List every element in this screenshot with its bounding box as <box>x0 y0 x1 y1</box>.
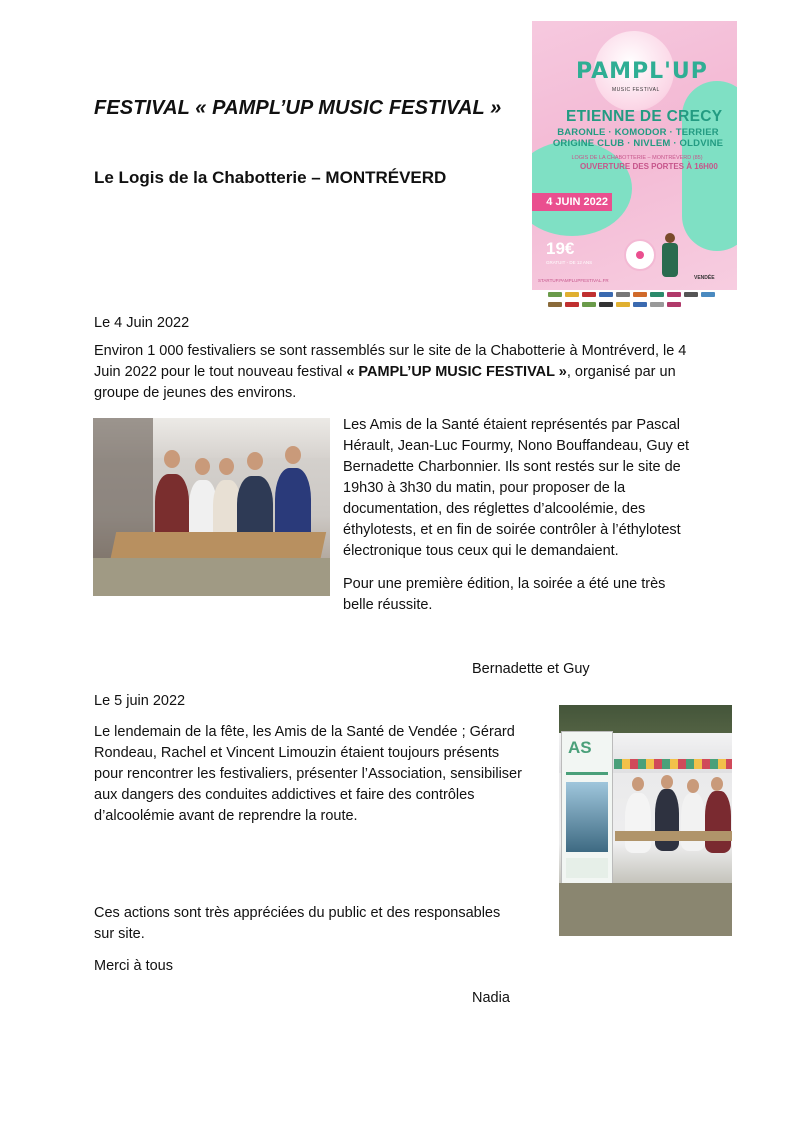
intro-festival-name: « PAMPL’UP MUSIC FESTIVAL » <box>346 364 567 380</box>
thanks-line: Merci à tous <box>94 958 173 974</box>
poster-logo: PAMPL'UP <box>576 59 708 84</box>
poster-price: 19€ <box>546 239 575 258</box>
sponsor-logos-strip <box>548 292 723 308</box>
signature-nadia: Nadia <box>472 990 510 1006</box>
poster-headliner: ETIENNE DE CRECY <box>566 108 723 125</box>
date-june-4: Le 4 Juin 2022 <box>94 315 190 331</box>
poster-website: STARTUP.PAMPLUPFESTIVAL.FR <box>538 278 609 283</box>
poster-lineup-2: ORIGINE CLUB · NIVLEM · OLDVINE <box>552 138 724 149</box>
photo-association-tent <box>559 705 732 936</box>
intro-text-after: , organisé par un groupe de jeunes des environs. <box>94 364 676 401</box>
festival-poster-image <box>532 21 737 290</box>
page-title: FESTIVAL « PAMPL’UP MUSIC FESTIVAL » <box>94 97 502 119</box>
date-june-5: Le 5 juin 2022 <box>94 693 186 709</box>
poster-price-note: GRATUIT - DE 12 ANS <box>546 260 593 265</box>
signature-bernadette-guy: Bernadette et Guy <box>472 661 590 677</box>
poster-lineup-1: BARONLE · KOMODOR · TERRIER <box>557 127 719 138</box>
intro-text-before: Environ 1 000 festivaliers se sont rassemblés sur le site de la Chabotterie à Montréverd, le 4 Juin 2022 pour le tout nouveau festival <box>94 343 687 380</box>
intro-paragraph <box>94 341 706 404</box>
closing-paragraph: Ces actions sont très appréciées du public et des responsables sur site. <box>94 905 501 942</box>
next-day-paragraph: Le lendemain de la fête, les Amis de la Santé de Vendée ; Gérard Rondeau, Rachel et Vincent Limouzin étaient toujours présents pour rencontrer les festivaliers, présenter l’Association, sensibiliser aux dangers des conduites addictives et faire des contrôles d’alcoolémie avant de reprendre la route. <box>94 724 522 824</box>
poster-venue: LOGIS DE LA CHABOTTERIE – MONTRÉVERD (85) <box>571 155 703 161</box>
poster-sponsor-logo: VENDÉE <box>694 275 715 281</box>
poster-doors: OUVERTURE DES PORTES À 16H00 <box>580 162 718 171</box>
trumpet-player-illustration <box>660 233 680 277</box>
vinyl-record-icon <box>624 239 656 271</box>
representatives-paragraph: Les Amis de la Santé étaient représentés par Pascal Hérault, Jean-Luc Fourmy, Nono Bouffandeau, Guy et Bernadette Charbonnier. Ils sont restés sur le site de 19h30 à 3h30 du matin, pour proposer de la documentation, des réglettes d’alcoolémie, des éthylotests, et en fin de soirée contrôler à l’éthylotest électronique tous ceux qui le demandaient. <box>343 417 690 559</box>
poster-date: 4 JUIN 2022 <box>532 193 612 211</box>
success-paragraph: Pour une première édition, la soirée a été une très belle réussite. <box>343 576 666 613</box>
page-subtitle: Le Logis de la Chabotterie – MONTRÉVERD <box>94 168 447 187</box>
banner-logo: AS <box>568 738 592 757</box>
photo-stand-group <box>93 418 330 596</box>
poster-logo-subtitle: MUSIC FESTIVAL <box>612 87 660 93</box>
